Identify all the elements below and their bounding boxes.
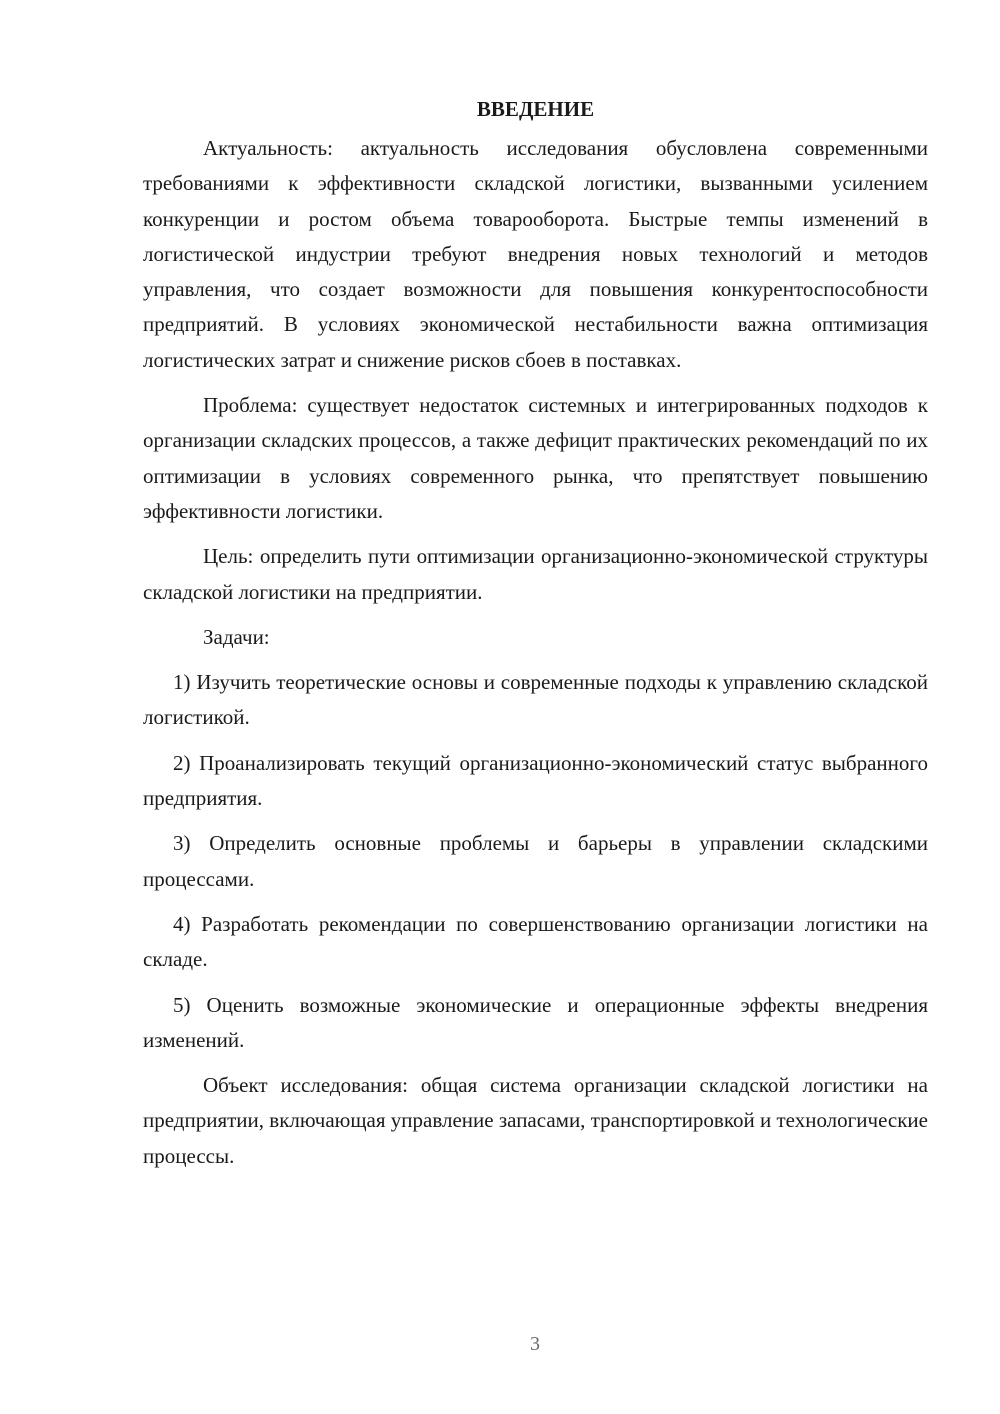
paragraph-object: Объект исследования: общая система организации складской логистики на предприятии, включающая управление запасами, транспортировкой и технологические процессы. xyxy=(143,1073,928,1168)
task-item: 1) Изучить теоретические основы и современные подходы к управлению складской логистикой. xyxy=(143,670,928,730)
paragraph-relevance: Актуальность: актуальность исследования обусловлена современными требованиями к эффективности складской логистики, вызванными усилением конкуренции и ростом объема товарооборота. Быстрые темпы изменений в логистической индустрии требуют внедрения новых технологий и методов управления, что создает возможности для повышения конкурентоспособности предприятий. В условиях экономической нестабильности важна оптимизация логистических затрат и снижение рисков сбоев в поставках. xyxy=(143,136,928,372)
page-content xyxy=(143,92,928,1184)
paragraph-tasks-heading: Задачи: xyxy=(203,624,270,649)
task-item: 3) Определить основные проблемы и барьеры в управлении складскими процессами. xyxy=(143,831,928,891)
task-item: 5) Оценить возможные экономические и операционные эффекты внедрения изменений. xyxy=(143,992,928,1052)
page-number: 3 xyxy=(530,1333,540,1355)
paragraph-goal: Цель: определить пути оптимизации организационно-экономической структуры складской логистики на предприятии. xyxy=(143,544,928,604)
task-item: 2) Проанализировать текущий организационно-экономический статус выбранного предприятия. xyxy=(143,750,928,811)
paragraph-problem: Проблема: существует недостаток системных и интегрированных подходов к организации складских процессов, а также дефицит практических рекомендаций по их оптимизации в условиях современного рынка, что препятствует повышению эффективности логистики. xyxy=(143,393,928,523)
page-title: ВВЕДЕНИЕ xyxy=(476,97,595,121)
task-item: 4) Разработать рекомендации по совершенствованию организации логистики на складе. xyxy=(143,911,928,972)
